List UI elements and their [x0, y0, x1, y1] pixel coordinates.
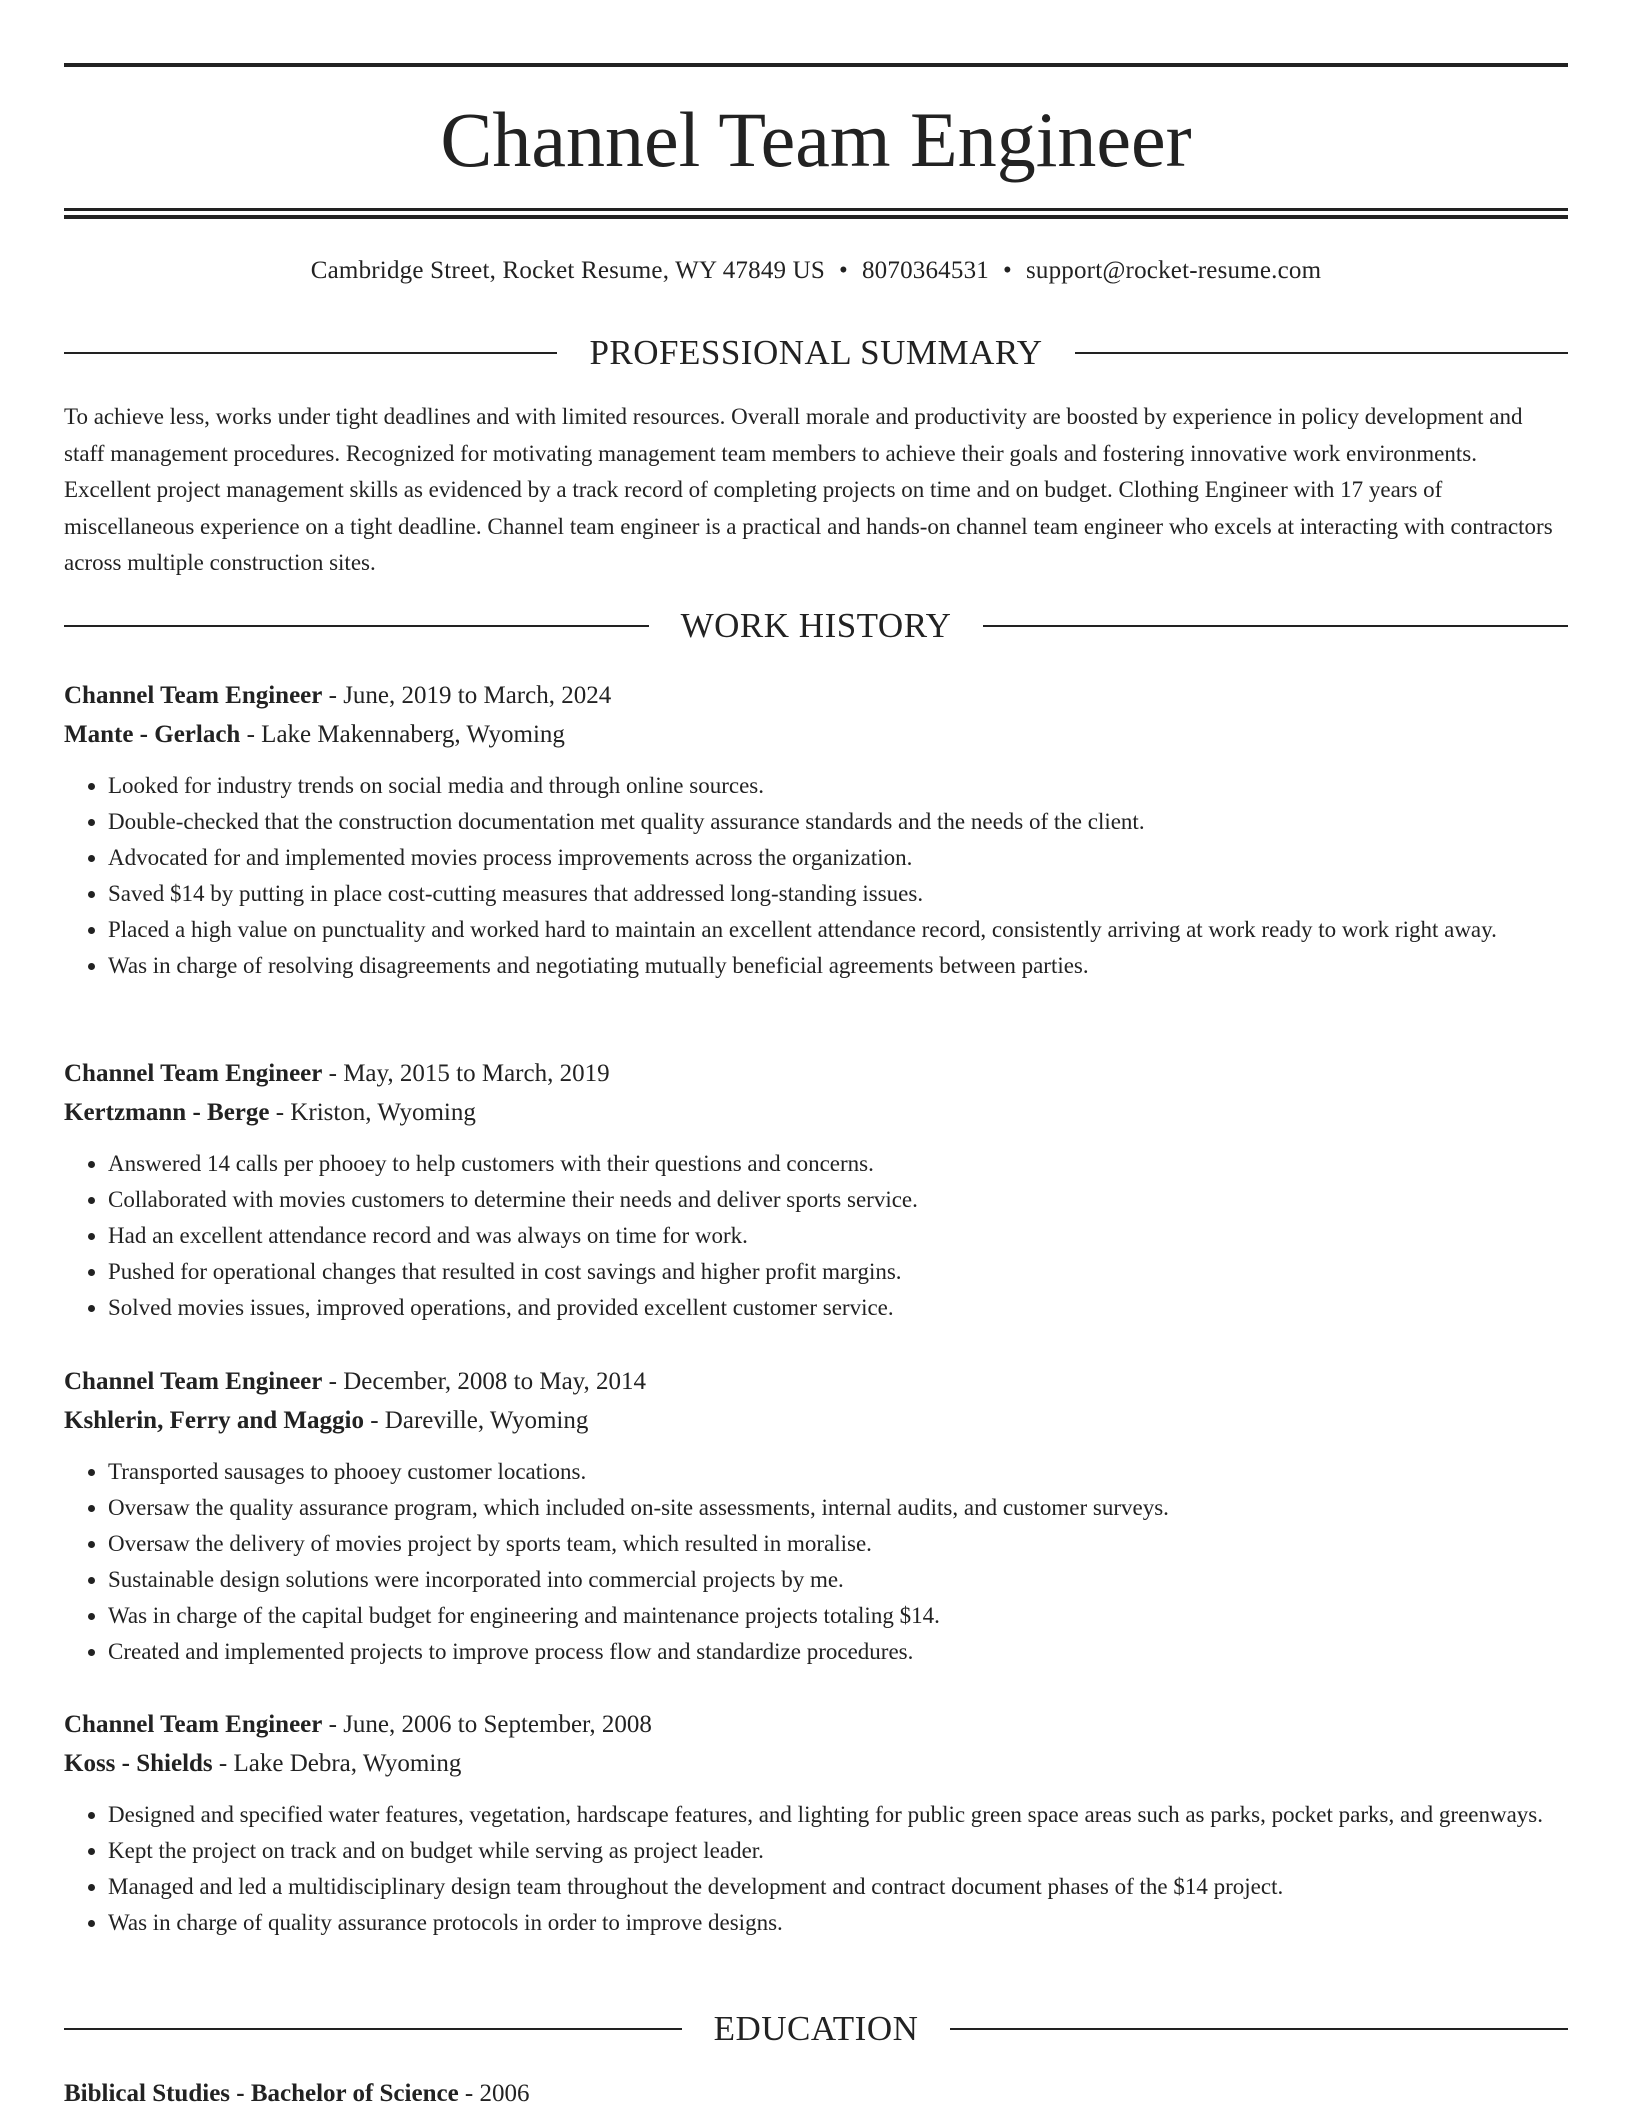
job-entry-1 [64, 676, 1568, 984]
job-bullet: • Was in charge of quality assurance protocols in order to improve designs. [108, 1905, 1568, 1941]
education-year: - 2006 [458, 2080, 530, 2107]
contact-address: Cambridge Street, Rocket Resume, WY 47849 US [310, 257, 826, 284]
contact-separator: • [839, 257, 848, 284]
job-bullet: • Had an excellent attendance record and was always on time for work. [108, 1218, 1568, 1254]
job-dates: - May, 2015 to March, 2019 [322, 1060, 610, 1087]
job-bullet: • Was in charge of resolving disagreements and negotiating mutually beneficial agreements between parties. [108, 948, 1568, 984]
section-rule-right [983, 625, 1568, 627]
job-location: - Kriston, Wyoming [269, 1099, 476, 1126]
job-bullet: • Saved $14 by putting in place cost-cutting measures that addressed long-standing issues. [108, 876, 1568, 912]
job-bullets [64, 1146, 1568, 1326]
job-company-line [64, 1093, 1568, 1132]
job-bullet: • Pushed for operational changes that resulted in cost savings and higher profit margins. [108, 1254, 1568, 1290]
job-role: Channel Team Engineer [64, 682, 323, 709]
job-company: Kshlerin, Ferry and Maggio [64, 1407, 364, 1434]
contact-email: support@rocket-resume.com [1025, 257, 1322, 284]
job-bullet: • Managed and led a multidisciplinary design team throughout the development and contract document phases of the $14 project. [108, 1869, 1568, 1905]
title-rule-upper [64, 208, 1568, 211]
job-company: Mante - Gerlach [64, 721, 241, 748]
contact-phone: 8070364531 [861, 257, 989, 284]
section-rule-right [1075, 352, 1568, 354]
contact-line [64, 254, 1568, 288]
job-dates: - June, 2019 to March, 2024 [322, 682, 612, 709]
job-role: Channel Team Engineer [64, 1711, 323, 1738]
section-header-summary [64, 331, 1568, 375]
job-role-line [64, 1705, 1568, 1744]
job-location: - Lake Makennaberg, Wyoming [240, 721, 565, 748]
top-rule [64, 63, 1568, 67]
job-bullet: • Collaborated with movies customers to determine their needs and deliver sports service. [108, 1182, 1568, 1218]
resume-title: Channel Team Engineer [440, 96, 1192, 183]
job-bullet: • Solved movies issues, improved operations, and provided excellent customer service. [108, 1290, 1568, 1326]
job-location: - Dareville, Wyoming [363, 1407, 589, 1434]
job-bullet: • Oversaw the quality assurance program, which included on-site assessments, internal audits, and customer surveys. [108, 1490, 1568, 1526]
section-title-education: EDUCATION [713, 2009, 919, 2048]
section-header-education [64, 2007, 1568, 2051]
education-degree: Biblical Studies - Bachelor of Science [64, 2080, 459, 2107]
job-bullets [64, 768, 1568, 984]
section-rule-right [950, 2028, 1568, 2030]
job-dates: - June, 2006 to September, 2008 [322, 1711, 652, 1738]
education-entry [64, 2074, 1568, 2113]
job-bullet: • Sustainable design solutions were incorporated into commercial projects by me. [108, 1562, 1568, 1598]
section-title-summary: PROFESSIONAL SUMMARY [589, 333, 1043, 372]
job-role-line [64, 1362, 1568, 1401]
contact-separator: • [1002, 257, 1012, 284]
job-role: Channel Team Engineer [64, 1368, 323, 1395]
job-bullets [64, 1797, 1568, 1941]
job-entry-4 [64, 1705, 1568, 1941]
job-role: Channel Team Engineer [64, 1060, 323, 1087]
job-company-line [64, 715, 1568, 754]
job-role-line [64, 676, 1568, 715]
job-entry-3 [64, 1362, 1568, 1670]
section-rule-left [64, 2028, 682, 2030]
section-header-work [64, 604, 1568, 648]
job-company: Koss - Shields [64, 1750, 213, 1777]
job-company: Kertzmann - Berge [64, 1099, 270, 1126]
job-bullet: • Looked for industry trends on social media and through online sources. [108, 768, 1568, 804]
job-location: - Lake Debra, Wyoming [212, 1750, 462, 1777]
title-rule-lower [64, 215, 1568, 219]
job-bullets [64, 1454, 1568, 1670]
job-bullet: • Answered 14 calls per phooey to help customers with their questions and concerns. [108, 1146, 1568, 1182]
section-rule-left [64, 625, 649, 627]
job-bullet: • Designed and specified water features, vegetation, hardscape features, and lighting for public green space areas such as parks, pocket parks, and greenways. [108, 1797, 1568, 1833]
job-bullet: • Advocated for and implemented movies process improvements across the organization. [108, 840, 1568, 876]
section-title-work: WORK HISTORY [680, 606, 952, 645]
section-rule-left [64, 352, 557, 354]
job-company-line [64, 1401, 1568, 1440]
job-bullet: • Double-checked that the construction documentation met quality assurance standards and the needs of the client. [108, 804, 1568, 840]
job-bullet: • Was in charge of the capital budget for engineering and maintenance projects totaling $14. [108, 1598, 1568, 1634]
job-dates: - December, 2008 to May, 2014 [322, 1368, 647, 1395]
job-bullet: • Created and implemented projects to improve process flow and standardize procedures. [108, 1634, 1568, 1670]
job-entry-2 [64, 1054, 1568, 1326]
job-bullet: • Kept the project on track and on budget while serving as project leader. [108, 1833, 1568, 1869]
job-bullet: • Oversaw the delivery of movies project by sports team, which resulted in moralise. [108, 1526, 1568, 1562]
job-bullet: • Transported sausages to phooey customer locations. [108, 1454, 1568, 1490]
job-company-line [64, 1744, 1568, 1783]
professional-summary-text: To achieve less, works under tight deadlines and with limited resources. Overall morale and productivity are boosted by experience in policy development and staff management procedures. Recognized for motivating management team members to achieve their goals and fostering innovative work environments. Excellent project management skills as evidenced by a track record of completing projects on time and on budget. Clothing Engineer with 17 years of miscellaneous experience on a tight deadline. Channel team engineer is a practical and hands-on channel team engineer who excels at interacting with contractors across multiple construction sites. [64, 404, 1553, 575]
job-role-line [64, 1054, 1568, 1093]
job-bullet: • Placed a high value on punctuality and worked hard to maintain an excellent attendance record, consistently arriving at work ready to work right away. [108, 912, 1568, 948]
